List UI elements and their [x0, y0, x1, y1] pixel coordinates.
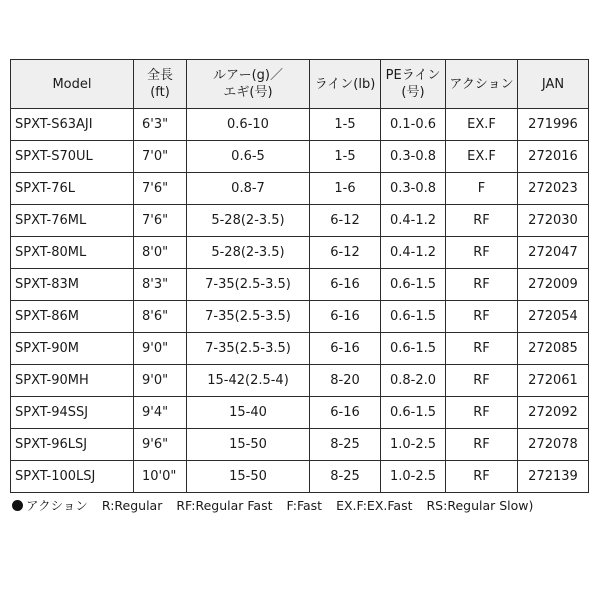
jan-cell: 272085 [518, 333, 589, 365]
pe-line-cell: 0.3-0.8 [381, 173, 446, 205]
pe-line-cell: 0.4-1.2 [381, 237, 446, 269]
model-cell: SPXT-100LSJ [11, 461, 134, 493]
table-row [11, 109, 589, 141]
action-cell: RF [446, 397, 518, 429]
length-cell: 7'6" [134, 205, 187, 237]
table-row [11, 429, 589, 461]
pe-line-cell: 0.6-1.5 [381, 269, 446, 301]
lure-cell: 0.6-10 [187, 109, 310, 141]
lure-cell: 0.6-5 [187, 141, 310, 173]
pe-line-cell: 0.4-1.2 [381, 205, 446, 237]
model-cell: SPXT-86M [11, 301, 134, 333]
line-cell: 8-20 [310, 365, 381, 397]
lure-cell: 15-50 [187, 461, 310, 493]
jan-cell: 272023 [518, 173, 589, 205]
pe-line-cell: 0.1-0.6 [381, 109, 446, 141]
length-cell: 8'6" [134, 301, 187, 333]
pe-line-cell: 0.3-0.8 [381, 141, 446, 173]
header-length: 全長 (ft) [134, 60, 187, 109]
table-row [11, 269, 589, 301]
length-cell: 10'0" [134, 461, 187, 493]
table-header-row [11, 60, 589, 109]
model-cell: SPXT-76L [11, 173, 134, 205]
lure-cell: 7-35(2.5-3.5) [187, 301, 310, 333]
table-row [11, 397, 589, 429]
model-cell: SPXT-94SSJ [11, 397, 134, 429]
header-line: ライン(lb) [310, 60, 381, 109]
action-cell: F [446, 173, 518, 205]
length-cell: 8'0" [134, 237, 187, 269]
line-cell: 6-16 [310, 269, 381, 301]
pe-line-cell: 0.6-1.5 [381, 333, 446, 365]
lure-cell: 15-40 [187, 397, 310, 429]
action-cell: EX.F [446, 109, 518, 141]
header-jan: JAN [518, 60, 589, 109]
table-row [11, 205, 589, 237]
table-row [11, 237, 589, 269]
action-cell: RF [446, 237, 518, 269]
table-row [11, 301, 589, 333]
header-pe-line: PEライン (号) [381, 60, 446, 109]
header-model: Model [11, 60, 134, 109]
table-row [11, 461, 589, 493]
legend-item-regular: R:Regular [101, 497, 163, 513]
length-cell: 9'0" [134, 333, 187, 365]
header-action: アクション [446, 60, 518, 109]
jan-cell: 271996 [518, 109, 589, 141]
length-cell: 9'0" [134, 365, 187, 397]
length-cell: 7'6" [134, 173, 187, 205]
action-cell: RF [446, 365, 518, 397]
jan-cell: 272078 [518, 429, 589, 461]
legend-item-ex-fast: EX.F:EX.Fast [336, 497, 413, 513]
line-cell: 6-12 [310, 205, 381, 237]
line-cell: 6-16 [310, 333, 381, 365]
bullet-icon [12, 500, 23, 511]
line-cell: 6-12 [310, 237, 381, 269]
jan-cell: 272047 [518, 237, 589, 269]
line-cell: 8-25 [310, 429, 381, 461]
action-cell: RF [446, 429, 518, 461]
length-cell: 7'0" [134, 141, 187, 173]
action-legend [12, 496, 592, 514]
jan-cell: 272139 [518, 461, 589, 493]
line-cell: 1-5 [310, 141, 381, 173]
table-row [11, 141, 589, 173]
jan-cell: 272092 [518, 397, 589, 429]
line-cell: 1-5 [310, 109, 381, 141]
action-cell: RF [446, 269, 518, 301]
model-cell: SPXT-90M [11, 333, 134, 365]
table-row [11, 173, 589, 205]
model-cell: SPXT-76ML [11, 205, 134, 237]
lure-cell: 5-28(2-3.5) [187, 237, 310, 269]
table-body [11, 109, 589, 493]
pe-line-cell: 1.0-2.5 [381, 429, 446, 461]
spec-table [10, 59, 589, 493]
jan-cell: 272030 [518, 205, 589, 237]
model-cell: SPXT-90MH [11, 365, 134, 397]
header-lure: ルアー(g)／ エギ(号) [187, 60, 310, 109]
lure-cell: 5-28(2-3.5) [187, 205, 310, 237]
lure-cell: 0.8-7 [187, 173, 310, 205]
table-row [11, 333, 589, 365]
line-cell: 6-16 [310, 301, 381, 333]
action-cell: RF [446, 205, 518, 237]
table-row [11, 365, 589, 397]
length-cell: 8'3" [134, 269, 187, 301]
pe-line-cell: 0.6-1.5 [381, 301, 446, 333]
legend-item-fast: F:Fast [286, 497, 323, 513]
line-cell: 6-16 [310, 397, 381, 429]
lure-cell: 7-35(2.5-3.5) [187, 269, 310, 301]
jan-cell: 272016 [518, 141, 589, 173]
action-cell: RF [446, 301, 518, 333]
legend-title: アクション [26, 498, 88, 513]
legend-item-regular-fast: RF:Regular Fast [176, 497, 273, 513]
model-cell: SPXT-83M [11, 269, 134, 301]
jan-cell: 272061 [518, 365, 589, 397]
action-cell: RF [446, 461, 518, 493]
model-cell: SPXT-S63AJI [11, 109, 134, 141]
line-cell: 8-25 [310, 461, 381, 493]
model-cell: SPXT-S70UL [11, 141, 134, 173]
jan-cell: 272054 [518, 301, 589, 333]
jan-cell: 272009 [518, 269, 589, 301]
pe-line-cell: 0.6-1.5 [381, 397, 446, 429]
action-cell: EX.F [446, 141, 518, 173]
pe-line-cell: 1.0-2.5 [381, 461, 446, 493]
lure-cell: 15-50 [187, 429, 310, 461]
pe-line-cell: 0.8-2.0 [381, 365, 446, 397]
legend-item-regular-slow: RS:Regular Slow) [426, 497, 534, 513]
model-cell: SPXT-80ML [11, 237, 134, 269]
length-cell: 9'6" [134, 429, 187, 461]
lure-cell: 7-35(2.5-3.5) [187, 333, 310, 365]
model-cell: SPXT-96LSJ [11, 429, 134, 461]
line-cell: 1-6 [310, 173, 381, 205]
action-cell: RF [446, 333, 518, 365]
length-cell: 6'3" [134, 109, 187, 141]
length-cell: 9'4" [134, 397, 187, 429]
lure-cell: 15-42(2.5-4) [187, 365, 310, 397]
